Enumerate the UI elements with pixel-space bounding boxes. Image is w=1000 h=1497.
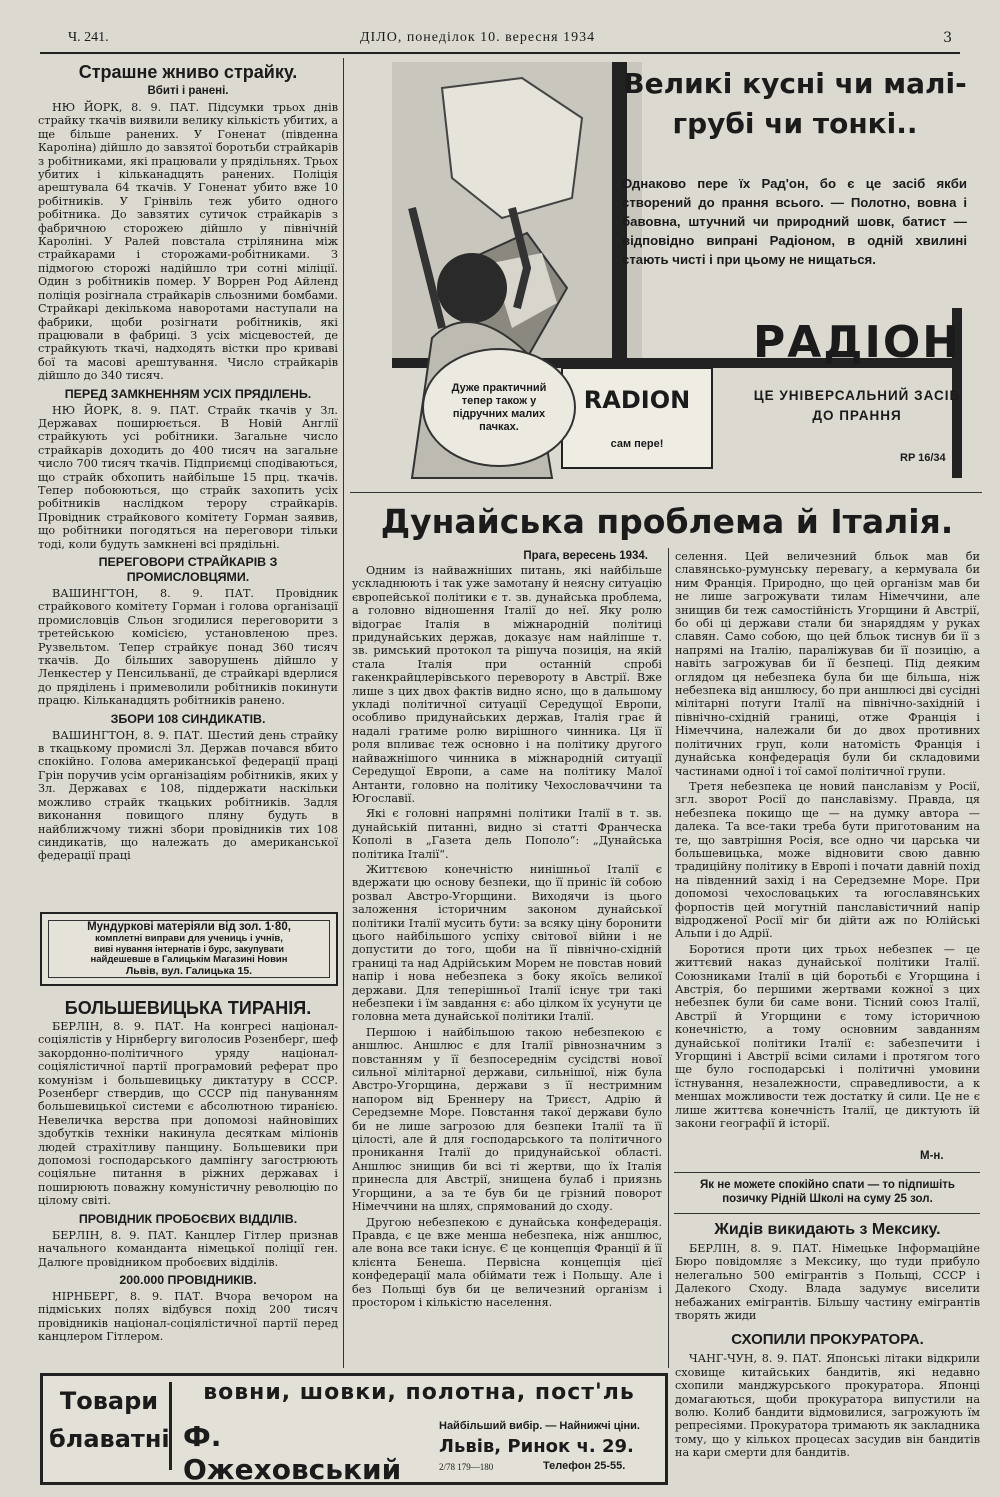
article-paragraph: селення. Цей величезний бльок мав би славянсько-румунську перевагу, а кермувала би ним Франція. Природно, що цей організм мав би не лише загрожувати тилам Німеччини, але знищив би теж самостійність Угорщини й Австрії, бо обі ці держави стали би знаряддям у руках славян. Само собою, що цей бльок тиснув би її з напрямі на Італію, параліжував би її позицію, а навіть загрожував би її безпеці. Під деяким оглядом ця небезпека була би ще більша, ніж небезпека від аншлюсу, бо при аншлюсі дві сусідні мілітарні потуги Італії на північно-західній і північно-східній границі, отже Франція і Німеччина, належали би до двох противних політичних груп, коли натомість Франція і дунайська конфедерація були би складовими частинами одної і тої самої політичної групи. [675,550,980,778]
article-paragraph: Життєвою конечністю нинішньої Італії є вдержати цю основу безпеки, що її приніс їй собою розвал Австро-Угорщини. Виходячи із цього заложення історичним законом дунайської політики Італії мусить бути: за всяку ціну боронити цього найбільшого успіху світової війни і не допустити до того, щоби на її північно-східній границі та над Адрійським Морем не повстав новий напір і нова небезпека з боку якоїсь великої держави. Для теперішньої Італії існує три такі небезпеки і їм завдання є: або цілком їх усунути це головна мета дунайської політики Італії. [352,862,662,1024]
column-rule [343,58,344,1368]
ad-left-line: Товари [59,1387,159,1415]
ad-name: Ф. Ожеховський [183,1420,402,1486]
radion-pack [564,378,710,466]
radion-body: Однаково пере їх Рад'он, бо є це засіб якби створений до прання всього. — Полотно, вовна і бавовна, штучний чи природний шовк, батист — відповідно випрані Радіоном, в одній хвилині стають чисті і при цьому не нищаться. [622,176,967,267]
article-signature: М-н. [920,1150,944,1162]
bottom-ad [40,1373,668,1485]
dateline: Прага, вересень 1934. [523,550,648,562]
ad-top-line: вовни, шовки, полотна, пост'ль [203,1380,635,1405]
radion-ad [352,58,982,486]
pack-label: RADION [583,386,691,414]
article-paragraph: Першою і найбільшою такою небезпекою є аншлюс. Аншлюс є для Італії рівнозначним з повстанням у її безпосереднім сусідстві нової сильної мілітарної держави, сильнішої, ніж була Австро-Угорщина, держави з її нестримним напором від Бреннеру на Триєст, Адрію й Середземне Море. Повстання такої держави було би не лише загрозою для безпеки Італії та її цілості, але й для господарського та політичного проникання Італії до придунайської області. Аншлюс знищив би всі ті жертви, що їх Італія принесла для Австрії, знищена булаб і приязнь Угорщини, а за те був би це грізний поворот Німеччини на шлях, спрямований до сходу. [352,1025,662,1214]
left-column-lower [38,996,338,1368]
article-paragraph: Одним із найважніших питань, які найбільше ускладнюють і так уже замотану й неясну ситуацію європейської політики є т. зв. дунайська проблема, а головно відношення Італії до неї. Яку ролю відограє Італія в міжнародній політиці придунайських держав, доказує нам найліпше т. зв. римський протокол та рішуча позиція, на якій стала Італія при останній спробі гакенкрайцлерівського перевороту в Австрії. Вже лише з цих двох фактів видно ясно, що в дальшому укладі політичної ситуації Середущої Европи, особливо придунайських держав, Італія грає й надалі гратиме ролю вирішного чинника. Ця її роля впливає теж основно і на політику другого найважнішого чинника в міжнародній ситуації Середущої Европи, а саме на політику Малої Антанти, головно на політику Чехословаччини та Югославії. [352,564,662,805]
ad-address: Львів, Ринок ч. 29. [439,1436,634,1457]
section-rule [674,1172,980,1173]
pack-sub: сам пере! [610,438,664,450]
article-paragraph: БЕРЛІН, 8. 9. ПАТ. Німецьке Інформаційне Бюро повідомляє з Мексику, що туди прибуло нелегально 500 емігрантів з Польщі, СССР і Далекого Сходу. Влада задумує виселити небажаних емігрантів. Більшу частину емігрантів творять жиди [675,1242,980,1323]
article-paragraph: НЮ ЙОРК, 8. 9. ПАТ. Страйк ткачів у Зл. Державах поширюється. В Новій Англії страйкують усі робітники. Загальне число страйкарів доходить до 400 тисяч на загальне число 700 тисяч ткачів. Підприємці сподіваються, що страйк обхопить найбільше 15 прц. ткачів. Тепер побоюються, що страйк захопить усіх робітників наслідком терору страйкарів. Провідник страйкового комітету Горман заявив, що робітники погодяться на переговори тільки тоді, коли будуть замкнені всі прядільні. [38,403,338,551]
article-title: ПЕРЕД ЗАМКНЕННЯМ УСІХ ПРЯДІЛЕНЬ. [64,386,312,401]
article-paragraph: Які є головні напрямні політики Італії в т. зв. дунайській питанні, видно зі статті Франческа Кополі в „Газета дель Пополо“: „Дунайська політика Італії“. [352,807,662,861]
section-rule [350,492,982,493]
ad-phone: Телефон 25-55. [543,1460,626,1472]
article-subtitle: Вбиті і ранені. [147,85,229,97]
ad-left-panel [49,1382,172,1470]
article-paragraph: БЕРЛІН, 8. 9. ПАТ. На конгресі націонал-соціялістів у Нірнбергу виголосив Розенберг, шеф закордонно-політичного уряду націонал-соціялістичної партії програмовий реферат про комунізм і большевицьку диктатуру в СССР. Розенберг ствердив, що СССР під пануванням большевицької системи є абсолютною тиранією. Невеличка верства при допомозі найновіших здобутків техніки накинула десяткам міліонів людей страхітливу панщину. Большевики при допомозі господарського дампінгу загострюють соціяльне питання в ріжних державах і поширюють поважну комуністичну революцію по цілому світі. [38,1020,338,1208]
radion-brand: РАДІОН [752,317,962,368]
article-paragraph: Третя небезпека це новий панславізм у Росії, згл. зворот Росії до панславізму. Правда, ця небезпека покищо ще — на думку автора — далека. Та все-таки треба бути приготованим на те, що завтрішня Росія, все одно чи царська чи большевицька, може відновити свою давню традиційну політику в Европі і почати давній похід на південний захід і на Середземне Море. При допомозі чехословацьких та югославянських форпостів цей могутній панславістичний напір відродженої Росії міг би дійти аж по Юлійські Альпи і до Адрії. [675,779,980,941]
danube-column-2 [675,550,980,1170]
ad-slogan: Найбільший вибір. — Найнижчі ціни. [439,1420,640,1432]
article-paragraph: Другою небезпекою є дунайська конфедерація. Правда, є це вже менша небезпека, ніж аншлюс, але вона все таки існує. Є це концепція Франції й її клієнта Бенеша. Первісна концепція цієї конфедерації мала обіймати теж і Польщу. Але і без Польщі був би це величезний організм і простором і кількістю населення. [352,1215,662,1309]
article-paragraph: ВАШИНГТОН, 8. 9. ПАТ. Шестий день страйку в ткацькому промислі Зл. Держав почався вбито спокійно. Голова американської федерації праці Грін поручив усім організаціям робітників, яких у Зл. Державах є 108, піддержати наскільки можливо страйк ткацьких робітників. Задля виконання повищого пляну будуть в найближчому тижні збори провідників тих 108 синдикатів, що належать до американської федерації праці [38,728,338,863]
radion-headline: Великі кусні чи малі-грубі чи тонкі.. [623,67,967,140]
ad-line: найдешевше в Галицькім Магазині Новин [90,954,288,965]
ad-code: 2/78 179—180 [439,1462,494,1472]
article-paragraph: ВАШИНГТОН, 8. 9. ПАТ. Провідник страйкового комітету Горман і голова організації промисловців Сльон згодилися переговорити з третейською комісією, установленою през. Рузвельтом. Тепер страйкує понад 360 тисяч ткачів. До більших заворушень дійшло у Ленкестер у Пенсильванії, де страйкарі вдерлися до пряділень і примеволили робітників покинути працю. Кільканадцять робітників ранено. [38,587,338,708]
article-paragraph: НІРНБЕРГ, 8. 9. ПАТ. Вчора вечором на підміських полях відбувся похід 200 тисяч провідників націонал-соціялістичної партії перед канцлером Гітлером. [38,1289,338,1344]
radion-tagline: ЦЕ УНІВЕРСАЛЬНИЙ ЗАСІБ [753,388,961,403]
circle-text: Дуже практичний тепер також у підручних малих пачках. [451,381,547,433]
masthead: ДІЛО, понеділок 10. вересня 1934 [360,30,596,45]
issue-number: Ч. 241. [68,30,109,45]
ad-line: виві нування інтернатів і бурс, закупувати [94,944,284,954]
article-title: Страшне жниво страйку. [78,62,298,82]
article-title: ПЕРЕГОВОРИ СТРАЙКАРІВ З ПРОМИСЛОВЦЯМИ. [98,555,278,584]
column-rule [668,548,669,1368]
right-lower-column [675,1218,980,1490]
danube-title: Дунайська проблема й Італія. [380,502,954,541]
article-paragraph: Боротися проти цих трьох небезпек — це життєвий наказ дунайської політики Італії. Союзниками Італії в цій боротьбі є Угорщина і Австрія, бо першими жертвами кожної з цих небезпек були би саме вони. Тісний союз Італії, Австрії й Угорщини є тому історичною конечністю, а тому основним завданням дунайської політики Італії є: забезпечити і Угорщині і Австрії всіми силами і протягом того ще було господарські і політичні умовини їстнування, незалежности, справедливости, а к меншах можливости теж достатку й сили. Це не є лише життєва конечність Італії, це диктують їй закони географії й історії. [675,942,980,1131]
section-rule [674,1213,980,1214]
article-title: Жидів викидають з Мексику. [714,1221,941,1238]
article-title: 200.000 ПРОВІДНИКІВ. [119,1272,257,1287]
ad-line: комплетні виправи для учениць і учнів, [95,933,283,944]
school-notice: Як не можете спокійно спати — то підпишіть позичку Рідній Школі на суму 25 зол. [700,1179,955,1205]
article-title: ЗБОРИ 108 СИНДИКАТІВ. [110,711,266,726]
article-title: СХОПИЛИ ПРОКУРАТОРА. [731,1331,924,1349]
article-paragraph: БЕРЛІН, 8. 9. ПАТ. Канцлер Гітлер признав начального команданта німецької поліції ген. Далюге провідником пробоєвих відділів. [38,1228,338,1269]
article-paragraph: ЧАНГ-ЧУН, 8. 9. ПАТ. Японські літаки відкрили сховище китайських бандитів, які недавно схопили манджурського прокуратора. Японці домагаються, щоби прокуратора випустили на волю. Колиб бандити відмовилися, загрожують їм репресіями. Прокуратора тримають як закладника тому, що у кількох процесах засудив він бандитів на кари смерти для бандитів. [675,1352,980,1460]
danube-column-1 [352,550,662,1368]
radion-circle [422,348,576,467]
ad-left-line: блаватні [49,1425,170,1453]
radion-tagline: ДО ПРАННЯ [812,408,902,423]
page-number: 3 [943,30,952,46]
page-header [40,30,960,54]
ad-line: Львів, вул. Галицька 15. [125,965,253,977]
article-title: ПРОВІДНИК ПРОБОЄВИХ ВІДДІЛІВ. [78,1211,298,1226]
article-paragraph: НЮ ЙОРК, 8. 9. ПАТ. Підсумки трьох днів страйку ткачів виявили велику кількість убитих, а ще більше ранених. У Гоненат (південна Кароліна) дійшло до завзятої боротьби страйкарів з робітниками, які працювали у прядільнях. Трьох убитих і кільканадцять ранених. Поліція арештувала 64 ткачів. У Гоненат убито вже 10 робітників. У Грінвіль теж убито одного робітника. До завзятих сутичок страйкарів з фабричною сторожею дійшло у північній Кароліні. У Ралей повстала стрілянина між страйкарами і сторожами-робітниками. З підмогою сторожі надійшло три сотні міліції. Один з робітників помер. У Воррен Род Айленд поліція розігнала страйкарів сльозними бомбами. Страйкарі декількома наворотами наступали на фабрики, щоби розігнати робітників, які працювали в фабриці. З усіх місцевостей, де страйкують ткачі, надходять вістки про криваві бої та масові арештування. Число страйкарів дійшло до 340 тисяч. [38,101,338,383]
uniform-ad [40,912,338,986]
ad-line: Мундуркові матеріяли від зол. 1·80, [87,921,291,933]
article-title: БОЛЬШЕВИЦЬКА ТИРАНІЯ. [64,998,312,1018]
left-column [38,60,338,865]
radion-code: RP 16/34 [900,452,946,464]
